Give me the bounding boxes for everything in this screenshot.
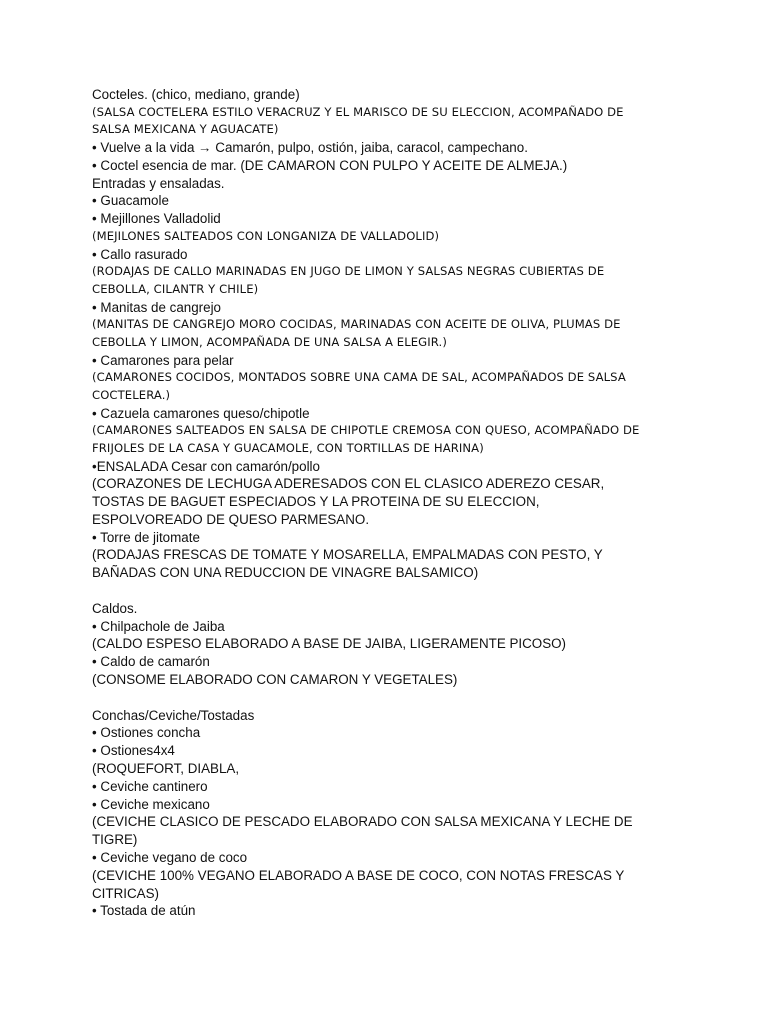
section-heading: Conchas/Ceviche/Tostadas	[92, 707, 255, 723]
item-description: (MEJILONES SALTEADOS CON LONGANIZA DE VALLADOLID)	[92, 228, 440, 243]
section-heading: BAÑADAS CON UNA REDUCCION DE VINAGRE BALSAMICO)	[92, 565, 479, 581]
menu-item: • Caldo de camarón	[92, 654, 210, 670]
menu-item: • Vuelve a la vida → Camarón, pulpo, ostión, jaiba, caracol, campechano.	[92, 139, 528, 155]
menu-item: • Ceviche vegano de coco	[92, 850, 248, 866]
section-heading: ESPOLVOREADO DE QUESO PARMESANO.	[92, 511, 370, 527]
menu-item: • Chilpachole de Jaiba	[92, 618, 225, 634]
item-description: (MANITAS DE CANGREJO MORO COCIDAS, MARINADAS CON ACEITE DE OLIVA, PLUMAS DE	[92, 317, 621, 332]
menu-item: • Mejillones Valladolid	[92, 211, 221, 227]
item-description: (CAMARONES COCIDOS, MONTADOS SOBRE UNA CAMA DE SAL, ACOMPAÑADOS DE SALSA	[92, 370, 626, 385]
menu-item: • Camarones para pelar	[92, 352, 234, 368]
menu-item: •ENSALADA Cesar con camarón/pollo	[92, 458, 320, 474]
menu-item: • Ceviche cantinero	[92, 778, 208, 794]
menu-document	[92, 86, 692, 920]
menu-item: • Torre de jitomate	[92, 529, 200, 545]
item-description: (CALDO ESPESO ELABORADO A BASE DE JAIBA, LIGERAMENTE PICOSO)	[92, 636, 567, 652]
item-description: (RODAJAS DE CALLO MARINADAS EN JUGO DE LIMON Y SALSAS NEGRAS CUBIERTAS DE	[92, 264, 605, 279]
item-description: (CONSOME ELABORADO CON CAMARON Y VEGETALES)	[92, 672, 458, 688]
item-description: (RODAJAS FRESCAS DE TOMATE Y MOSARELLA, EMPALMADAS CON PESTO, Y	[92, 547, 603, 563]
section-heading: CEBOLLA, CILANTR Y CHILE)	[92, 281, 259, 296]
section-heading: Caldos.	[92, 600, 138, 616]
item-description: (SALSA COCTELERA ESTILO VERACRUZ Y EL MARISCO DE SU ELECCION, ACOMPAÑADO DE	[92, 104, 624, 119]
menu-item: • Guacamole	[92, 193, 169, 209]
blank-line	[92, 582, 692, 600]
section-heading: SALSA MEXICANA Y AGUACATE)	[92, 122, 279, 137]
section-heading: TIGRE)	[92, 832, 138, 848]
menu-item: • Ostiones4x4	[92, 743, 175, 759]
menu-item: • Cazuela camarones queso/chipotle	[92, 405, 310, 421]
item-description: (CAMARONES SALTEADOS EN SALSA DE CHIPOTLE CREMOSA CON QUESO, ACOMPAÑADO DE	[92, 423, 640, 438]
section-heading: COCTELERA.)	[92, 387, 171, 402]
menu-text-body	[92, 86, 692, 920]
menu-item: • Manitas de cangrejo	[92, 299, 221, 315]
section-heading: CEBOLLA Y LIMON, ACOMPAÑADA DE UNA SALSA A ELEGIR.)	[92, 334, 447, 349]
menu-item: • Ostiones concha	[92, 725, 201, 741]
item-description: (CEVICHE CLASICO DE PESCADO ELABORADO CON SALSA MEXICANA Y LECHE DE	[92, 814, 633, 830]
section-heading: Entradas y ensaladas.	[92, 175, 225, 191]
item-description: (CEVICHE 100% VEGANO ELABORADO A BASE DE COCO, CON NOTAS FRESCAS Y	[92, 867, 625, 883]
menu-item: • Callo rasurado	[92, 246, 188, 262]
menu-item: • Coctel esencia de mar. (DE CAMARON CON PULPO Y ACEITE DE ALMEJA.)	[92, 157, 568, 173]
section-heading: TOSTAS DE BAGUET ESPECIADOS Y LA PROTEINA DE SU ELECCION,	[92, 494, 540, 510]
item-description: (ROQUEFORT, DIABLA,	[92, 761, 240, 777]
menu-item: • Ceviche mexicano	[92, 796, 210, 812]
section-heading: FRIJOLES DE LA CASA Y GUACAMOLE, CON TORTILLAS DE HARINA)	[92, 440, 484, 455]
blank-line	[92, 689, 692, 707]
item-description: (CORAZONES DE LECHUGA ADERESADOS CON EL CLASICO ADEREZO CESAR,	[92, 476, 605, 492]
menu-item: • Tostada de atún	[92, 903, 196, 919]
section-heading: CITRICAS)	[92, 885, 159, 901]
section-heading: Cocteles. (chico, mediano, grande)	[92, 87, 300, 102]
